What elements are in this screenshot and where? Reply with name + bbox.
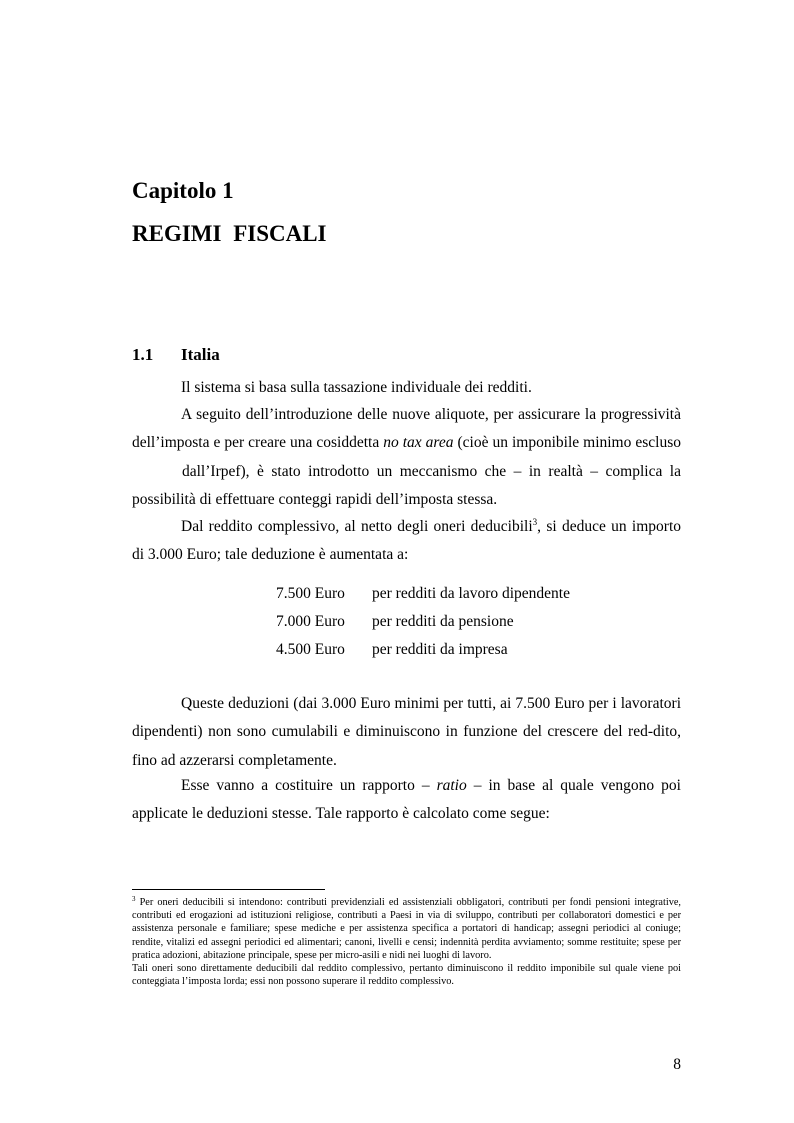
deduction-row <box>276 580 570 608</box>
footnote <box>132 896 681 988</box>
paragraph-2-text-c: dall’Irpef), è stato introdotto un meccanismo che – in realtà – complica la possibilità di effettuare conteggi rapidi dell’imposta stessa. <box>132 462 681 508</box>
chapter-title-word-1: REGIMI <box>132 221 222 246</box>
paragraph-3 <box>132 513 681 570</box>
deduction-row <box>276 608 570 636</box>
footnote-separator <box>132 889 325 890</box>
section-number: 1.1 <box>132 345 154 364</box>
paragraph-2-text-a: A seguito dell’introduzione delle nuove aliquote, per assicurare la progressività dell’imposta e per creare una cosiddetta <box>132 406 681 452</box>
paragraph-1-text: Il sistema si basa sulla tassazione individuale dei redditi. <box>181 379 532 396</box>
deduction-description: per redditi da impresa <box>372 641 508 658</box>
paragraph-4 <box>132 690 681 775</box>
footnote-reference[interactable]: 3 <box>532 517 538 527</box>
section-heading <box>132 345 220 365</box>
section-title: Italia <box>181 345 220 364</box>
footnote-text-1: Per oneri deducibili si intendono: contributi previdenziali ed assistenziali obbligatori, contributi per fondi pensioni integrative, contributi ed erogazioni ad istituzioni religiose, contributi a Paesi in via di sviluppo, contributi per collaboratori domestici e per assistenza personale e familiare; spese mediche e per assistenza specifica a portatori di handicap; assegni periodici al coniuge; rendite, vitalizi ed assegni periodici ed alimentari; canoni, livelli e censi; indennità perdita avviamento; somme restituite; spese per pratica adozioni, abitazione principale, spese per micro-asili e nidi nei luoghi di lavoro. <box>132 897 681 961</box>
deduction-row <box>276 636 570 664</box>
chapter-number: Capitolo 1 <box>132 178 234 203</box>
footnote-text-2: Tali oneri sono direttamente deducibili dal reddito complessivo, pertanto diminuiscono il reddito imponibile sul quale viene poi conteggiata l’imposta lorda; essi non possono superare il reddito complessivo. <box>132 963 681 988</box>
chapter-title <box>132 221 327 247</box>
footnote-marker: 3 <box>132 895 136 903</box>
page-number: 8 <box>673 1056 681 1073</box>
deduction-amount: 4.500 Euro <box>276 641 345 658</box>
paragraph-4-text: Queste deduzioni (dai 3.000 Euro minimi per tutti, ai 7.500 Euro per i lavoratori dipendenti) non sono cumulabili e diminuiscono in funzione del crescere del red-dito, fino ad azzerarsi completamente. <box>132 695 681 769</box>
deduction-description: per redditi da pensione <box>372 613 514 630</box>
paragraph-5-text-a: Esse vanno a costituire un rapporto – <box>181 777 437 794</box>
deduction-amount: 7.500 Euro <box>276 585 345 602</box>
paragraph-1 <box>132 374 681 402</box>
paragraph-5 <box>132 772 681 829</box>
paragraph-3-text-a: Dal reddito complessivo, al netto degli oneri deducibili <box>181 518 533 535</box>
document-page <box>132 0 681 1123</box>
no-tax-area-term: no tax area <box>383 434 454 452</box>
deductions-list <box>276 580 570 664</box>
ratio-term: ratio <box>436 777 467 794</box>
deduction-amount: 7.000 Euro <box>276 613 345 630</box>
chapter-title-word-2: FISCALI <box>233 221 327 246</box>
paragraph-2-text-b: (cioè un imponibile minimo escluso <box>453 434 681 452</box>
paragraph-5-text-b: – in base al quale vengono poi applicate le deduzioni stesse. Tale rapporto è calcolato come segue: <box>132 777 681 823</box>
deduction-description: per redditi da lavoro dipendente <box>372 585 570 602</box>
paragraph-2 <box>132 401 681 514</box>
paragraph-3-text-b: , si deduce un importo di 3.000 Euro; tale deduzione è aumentata a: <box>132 518 682 564</box>
